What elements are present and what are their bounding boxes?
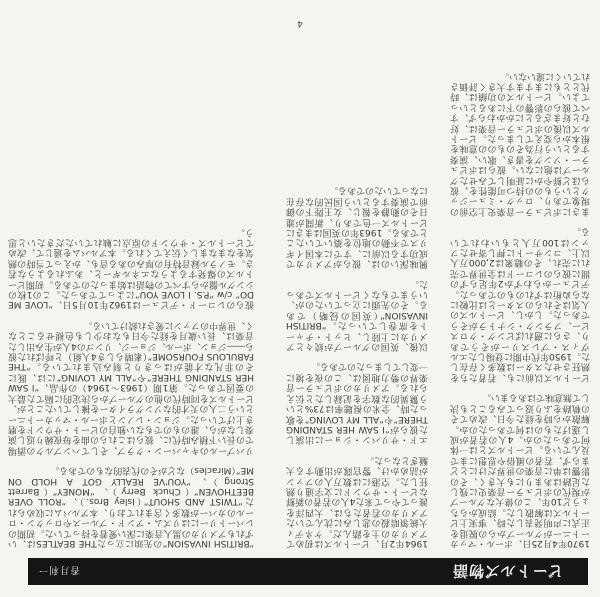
text-column-right-wide (8, 34, 254, 548)
article-paragraph: 1964年2月、ビートルズは初めてアメリカの土を踏んだ。ケネディ大統領暗殺の悲しみに沈んでいたアメリカの若者たちは、大西洋を渡ってやって来た4人の若者の新鮮なビート・サウンドに文字通り熱狂した。空港には数万人のファンが詰めかけ、警官隊が出動する大騒ぎとなった。 (286, 454, 428, 548)
article-paragraph: “BRITISH INVASION”の先頭に立ったTHE BEATLESは、いずれもアメリカの黒人音楽に深い愛着を持っていた。初期のレパートリーにはリズム・アンド・ブルースやロックン・ロールのカバーが数多く含まれており、本アルバムに収められた“TWIST AND SHOUT”（Isley Bros.）、“ROLL OVER BEETHOVEN”（Chuck Berry）、“MONEY”（Barrett Strong）、“YOU'VE REALLY GOT A HOLD ON ME”（Miracles）などがその代表的なものである。 (8, 465, 254, 548)
article-author-credit: 香月利一 (38, 564, 81, 576)
article-title: ビートルズ物語 (452, 562, 563, 580)
article-paragraph: リバプールのキャバーン・クラブ、そしてハンブルクの酒場での長い下積み時代に、彼らはこれらの曲を毎夜繰り返し演奏しながら、誰のものでもない独自のビート・サウンドを磨き上げていった。ジョン・レノンとポール・マッカートニーという二人の天才的なソングライターを擁していたことが、ビートルズを同時代の他のグループから決定的に隔てた最大の要因であった。第1期（1963〜1964）の作品、“I SAW HER STANDING THERE”や“ALL MY LOVING”には、既にその非凡な才能がはっきりと刻み込まれている。“THE FABULOUS FOURSOME”（素晴らしき4人組）と呼ばれた彼ら――ジョン、ポール、ジョージ、リンゴの4人が生み出した音楽は、長い歳月を経た今日もなお少しも色褪せることなく、世界中のファンに愛され続けている。 (8, 319, 254, 455)
article-paragraph: エド・サリバン・ショーに出演した彼らが“I SAW HER STANDING THERE”や“ALL MY LOVING”を歌った時、全米の視聴率は73%という驚異的な数字を記録したと伝えられる。アメリカのポピュラー音楽界の勢力地図は、この夜を境に一変してしまったのである。 (286, 361, 428, 445)
article-paragraph: 興味深いのは、彼らがアメリカで成功する以前に、すでに本国イギリスで不動の地位を築いていたことである。1963年の英国はまさにビートルズ一色であり、新聞が連日その動静を報じ、女王陛下の御前で演奏するという国民的な存在になっていたのである。 (286, 185, 428, 269)
page-number: 4 (297, 18, 303, 28)
text-column-left (450, 34, 590, 548)
article-paragraph: 彼らのレコード・デビューは1962年10月5日、“LOVE ME DO” c/w “P.S. I LOVE YOU”によってであった。この1枚のシングル盤からすべての物語は始まったのである。初期ビートルズの爆発するようなエネルギーと、あふれるような若さ。モノラル録音特有の厚みのある音も、かえって当時の熱気をなまなましく伝えてくれる。本アルバムを通じて、改めてビートルズ・サウンドの原点に触れていただきたいと思う。 (8, 226, 254, 310)
article-paragraph: まさにポピュラー音楽史上空前の現象であり、ロック・ミュージックというものの持つ可能性を、彼らほど鮮やかに証明してみせたグループは他にない。彼らはポピュラー・ソングを書き、歌い、演奏するという行為そのものの意味を根本から変えてしまった。ビートルズ以後のポピュラー音楽は、好むと好まざるとにかかわらず、すべて彼らの影響の下にあるといってよい。ビートルズの功績は、時代とともにますます大きく評価されていくに違いない。 (450, 70, 590, 216)
text-column-middle (286, 34, 428, 548)
article-paragraph: ビートルズ以前にも、若者たちを熱狂させたスターは数多く存在した。1950年代中期に登場したエルヴィス・プレスリーがそうであり、さらに遡ればビング・クロスビー、フランク・シナトラがそうであった。しかし、ビートルズの人気はそれらのスターとは比較にならぬ桁はずれのものであった。デビューからわずか2年足らずの間に彼らのレコードは全世界で売れに売れ、その聴衆は2,000万人以上、コンサートに押し寄せたファンは100万人ともいわれている。 (450, 226, 590, 382)
article-paragraph: 以後、英国のグループが続々とアメリカに上陸し、ヒット・チャートを席巻していった。“BRITISH INVASION”（英国の侵略）である。その先頭に立っていたのが、いうまでもなくビートルズであった。 (286, 278, 428, 352)
article-paragraph: 1970年4月25日、ポール・マッカートニーがグループからの脱退を正式に声明発表した時、事実上ビートルズは解散した。結成からちょうど10年、この偉大なグループが現代のポピュラー音楽史に残した足跡はあまりにも大きく、その影響は単に音楽の世界だけにとどまらず、若者の風俗や思想にまで及んでいる。ビートルズとは一体何であったのか。4人の若者が成し遂げたものは何であったのか。解散から時を経た今日、改めてその軌跡をふり返ってみることも決して無意味ではあるまい。 (450, 392, 590, 548)
